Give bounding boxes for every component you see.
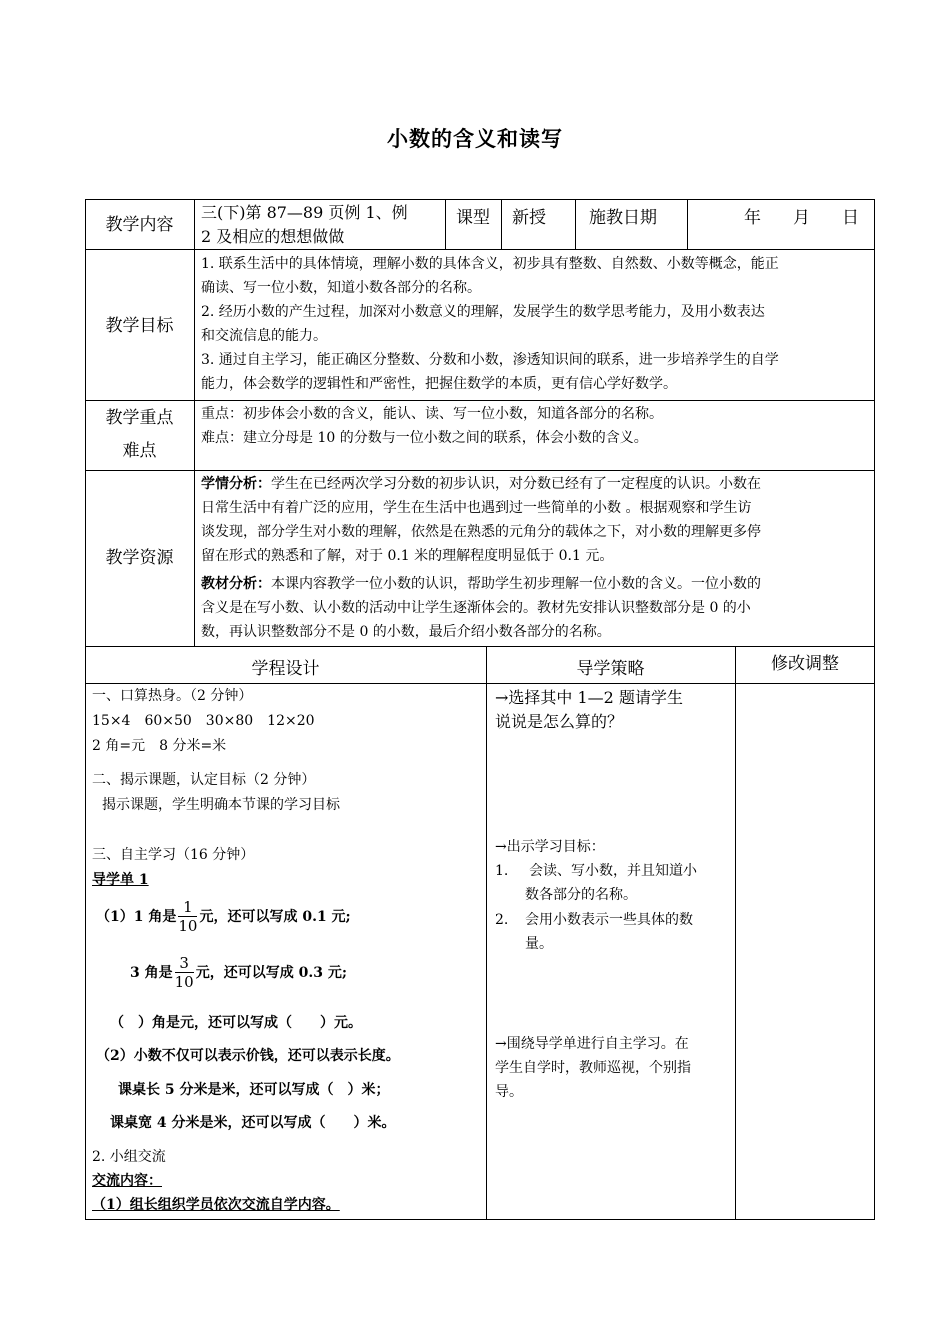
resources-label: 教学资源 (105, 548, 174, 568)
strategy-2-heading: →出示学习目标： (495, 839, 605, 855)
question-6: 课桌宽 4 分米是米，还可以写成（ ）米。 (110, 1115, 396, 1131)
question-4: （2）小数不仅可以表示价钱，还可以表示长度。 (96, 1048, 400, 1064)
analysis-line: 日常生活中有着广泛的应用，学生在生活中也遇到过一些简单的小数 。根据观察和学生访 (201, 500, 752, 516)
date-month: 月 (793, 208, 810, 228)
strategy-3-line1: →围绕导学单进行自主学习。在 (495, 1036, 689, 1052)
date-day: 日 (842, 208, 859, 228)
type-value: 新授 (512, 208, 546, 228)
strategy-2-item1-line2: 数各部分的名称。 (525, 887, 637, 903)
content-value-line1: 三(下)第 87—89 页例 1、例 (201, 203, 408, 222)
strategy-1-line1: →选择其中 1—2 题请学生 (495, 688, 683, 707)
strategy-3-line2: 学生自学时，教师巡视，个别指 (495, 1060, 691, 1076)
type-label: 课型 (456, 208, 490, 228)
difficulty-text: 难点：建立分母是 10 的分数与一位小数之间的联系，体会小数的含义。 (201, 430, 648, 446)
fraction-three-tenths: $\frac{3}{10}$ (174, 954, 194, 991)
section-self-study-title: 三、自主学习（16 分钟） (92, 847, 255, 863)
content-value-line2: 2 及相应的想想做做 (201, 227, 345, 246)
question-1 (96, 897, 351, 937)
content-label: 教学内容 (105, 215, 174, 235)
page-title: 小数的含义和读写 (387, 126, 563, 151)
material-heading: 教材分析： (201, 576, 271, 592)
section-topic-title: 二、揭示课题，认定目标（2 分钟） (92, 772, 316, 788)
material-text: 本课内容教学一位小数的认识，帮助学生初步理解一位小数的含义。一位小数的 (271, 576, 761, 592)
question-1-suffix: 元，还可以写成 0.1 元; (199, 909, 351, 925)
strategy-2-item2-line1: 会用小数表示一些具体的数 (525, 912, 693, 928)
fraction-one-tenth: $\frac{1}{10}$ (178, 898, 198, 935)
question-2 (130, 953, 347, 993)
warmup-problems: 15×4 60×50 30×80 12×20 (92, 713, 315, 729)
material-line: 含义是在写小数、认小数的活动中让学生逐渐体会的。教材先安排认识整数部分是 0 的小 (201, 600, 751, 616)
goal-line: 2. 经历小数的产生过程，加深对小数意义的理解，发展学生的数学思考能力，及用小数表达 (201, 304, 765, 320)
strategy-column-header: 导学策略 (576, 659, 645, 679)
strategy-3-line3: 导。 (495, 1084, 523, 1100)
date-year: 年 (744, 208, 761, 228)
goal-line: 和交流信息的能力。 (201, 328, 327, 344)
material-line1 (201, 572, 761, 596)
guide-sheet-title: 导学单 1 (92, 872, 149, 888)
goal-line: 能力，体会数学的逻辑性和严密性，把握住数学的本质，更有信心学好数学。 (201, 376, 677, 392)
analysis-line: 留在形式的熟悉和了解，对于 0.1 米的理解程度明显低于 0.1 元。 (201, 548, 614, 564)
section-warmup-title: 一、口算热身。（2 分钟） (92, 688, 253, 704)
analysis-heading: 学情分析： (201, 476, 271, 492)
exchange-content-item: （1）组长组织学员依次交流自学内容。 (92, 1197, 340, 1213)
topic-text: 揭示课题，学生明确本节课的学习目标 (102, 797, 340, 813)
question-2-prefix: 3 角是 (130, 965, 173, 981)
group-exchange-title: 2. 小组交流 (92, 1149, 166, 1165)
design-column-header: 学程设计 (251, 659, 320, 679)
date-label: 施教日期 (589, 208, 657, 228)
goal-line: 确读、写一位小数，知道小数各部分的名称。 (201, 280, 481, 296)
strategy-2-item2-num: 2. (495, 912, 509, 928)
analysis-line: 谈发现，部分学生对小数的理解，依然是在熟悉的元角分的载体之下，对小数的理解更多停 (201, 524, 761, 540)
analysis-text: 学生在已经两次学习分数的初步认识，对分数已经有了一定程度的认识。小数在 (271, 476, 761, 492)
difficulty-label: 难点 (122, 441, 157, 461)
analysis-line1 (201, 472, 761, 496)
question-3: （ ）角是元，还可以写成（ ）元。 (110, 1015, 362, 1031)
goal-line: 3. 通过自主学习，能正确区分整数、分数和小数，渗透知识间的联系，进一步培养学生的自学 (201, 352, 779, 368)
question-5: 课桌长 5 分米是米，还可以写成（ ）米； (118, 1082, 390, 1098)
question-2-suffix: 元，还可以写成 0.3 元; (195, 965, 347, 981)
strategy-2-item1-num: 1. (495, 863, 509, 879)
strategy-1-line2: 说说是怎么算的？ (495, 712, 624, 731)
exchange-content-heading: 交流内容： (92, 1173, 162, 1189)
strategy-2-item1-line1: 会读、写小数，并且知道小 (529, 863, 697, 879)
strategy-2-item2-line2: 量。 (525, 936, 553, 952)
key-point-text: 重点：初步体会小数的含义，能认、读、写一位小数，知道各部分的名称。 (201, 406, 663, 422)
material-line: 数，再认识整数部分不是 0 的小数，最后介绍小数各部分的名称。 (201, 624, 611, 640)
goal-line: 1. 联系生活中的具体情境，理解小数的具体含义，初步具有整数、自然数、小数等概念，能正 (201, 256, 779, 272)
warmup-conversions: 2 角=元 8 分米=米 (92, 738, 227, 754)
goals-label: 教学目标 (105, 316, 174, 336)
adjust-column-header: 修改调整 (771, 654, 839, 674)
question-1-prefix: （1）1 角是 (96, 909, 177, 925)
key-points-label: 教学重点 (105, 408, 174, 428)
